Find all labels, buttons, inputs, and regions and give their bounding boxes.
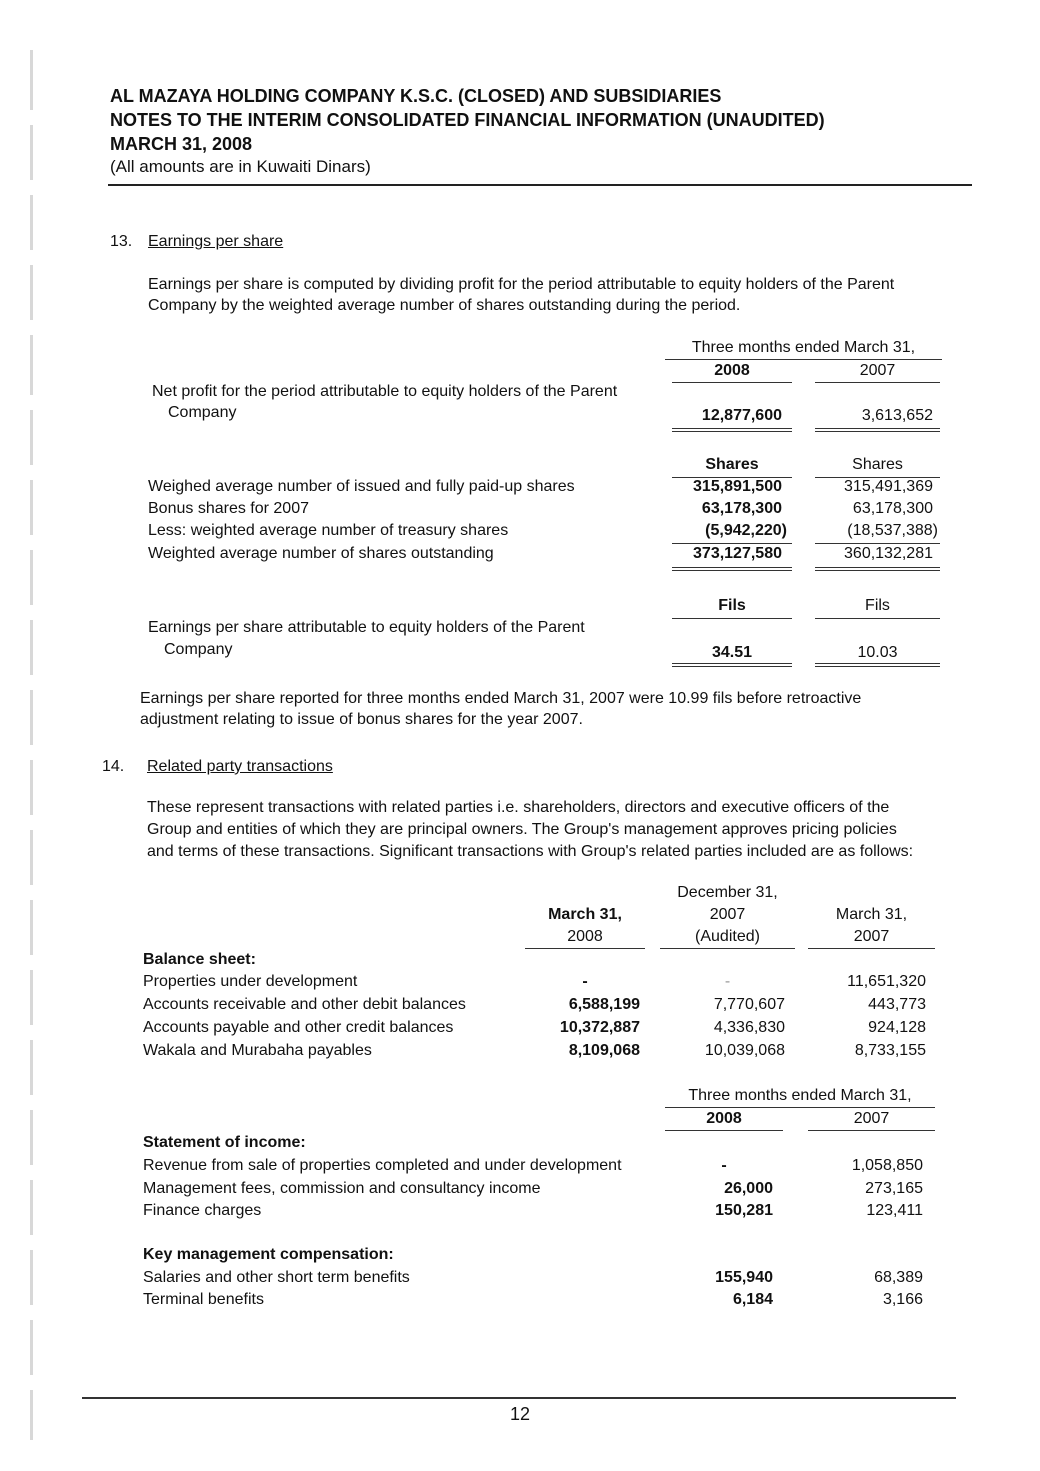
company-name: AL MAZAYA HOLDING COMPANY K.S.C. (CLOSED) AND SUBSIDIARIES [110, 86, 722, 106]
shares-unit-2007: Shares [852, 456, 903, 473]
kmc-row-label: Salaries and other short term benefits [143, 1269, 410, 1286]
bs-col3-year: 2007 [853, 928, 890, 945]
balance-row-mar2007: 11,651,320 [847, 973, 926, 990]
balance-row-label: Accounts payable and other credit balances [143, 1019, 454, 1036]
balance-row-label: Accounts receivable and other debit balances [143, 996, 466, 1013]
period-header-rule [665, 359, 942, 360]
note-14-number: 14. [102, 758, 125, 775]
income-col-2008: 2008 [706, 1110, 742, 1127]
shares-row-2008: 315,891,500 [693, 478, 782, 495]
note-14-intro-line1: These represent transactions with related parties i.e. shareholders, directors and executive officers of the [147, 799, 890, 816]
shares-total-2007-rule [815, 567, 940, 568]
kmc-row-label: Terminal benefits [143, 1291, 264, 1308]
fils-unit-2007: Fils [865, 597, 890, 614]
kmc-heading: Key management compensation: [143, 1246, 394, 1263]
header-rule [108, 184, 972, 186]
income-period-header: Three months ended March 31, [688, 1087, 912, 1104]
fils-unit-2008-rule [672, 618, 792, 619]
fils-unit-2007-rule [815, 618, 940, 619]
bs-col1-year: 2008 [567, 928, 603, 945]
bs-col3-header: March 31, [835, 906, 908, 923]
kmc-row-2007: 68,389 [874, 1269, 923, 1286]
income-heading: Statement of income: [143, 1134, 306, 1151]
eps-footnote-line1: Earnings per share reported for three months ended March 31, 2007 were 10.99 fils before retroactive [140, 690, 862, 707]
eps-label-cont: Company [164, 641, 233, 658]
note-13-intro-line2: Company by the weighted average number of shares outstanding during the period. [148, 297, 741, 314]
balance-row-label: Properties under development [143, 973, 358, 990]
eps-2007-rule [815, 663, 940, 664]
balance-row-mar2007: 8,733,155 [854, 1042, 926, 1059]
note-13-intro-line1: Earnings per share is computed by dividing profit for the period attributable to equity holders of the Parent [148, 276, 895, 293]
net-profit-2008-rule [672, 428, 792, 429]
bs-col2-header: December 31, [677, 884, 778, 901]
balance-row-mar2007: 924,128 [868, 1019, 926, 1036]
col-2007-rule [815, 382, 940, 383]
balance-row-mar2008: 6,588,199 [568, 996, 640, 1013]
note-13-number: 13. [110, 233, 133, 250]
shares-row-2007: 360,132,281 [844, 545, 933, 562]
income-period-rule [665, 1107, 935, 1108]
income-row-label: Management fees, commission and consultancy income [143, 1180, 541, 1197]
note-13-title: Earnings per share [148, 233, 284, 250]
shares-row-2008: 373,127,580 [693, 545, 782, 562]
shares-row-label: Less: weighted average number of treasury shares [148, 522, 509, 539]
kmc-row-2007: 3,166 [882, 1291, 923, 1308]
income-row-2007: 123,411 [866, 1202, 923, 1219]
shares-unit-2008: Shares [705, 456, 759, 473]
period-header: Three months ended March 31, [691, 339, 916, 356]
eps-label: Earnings per share attributable to equity holders of the Parent [148, 619, 585, 636]
eps-footnote-line2: adjustment relating to issue of bonus shares for the year 2007. [140, 711, 583, 728]
kmc-row-2008: 6,184 [732, 1291, 773, 1308]
net-profit-2008: 12,877,600 [701, 407, 782, 424]
note-14-intro-line2: Group and entities of which they are principal owners. The Group's management approves pricing policies [147, 821, 897, 838]
shares-row-2007: 315,491,369 [844, 478, 933, 495]
income-row-2008: 26,000 [724, 1180, 773, 1197]
bs-col1-rule [525, 948, 645, 949]
eps-2008: 34.51 [711, 644, 753, 661]
bs-col2-audited: (Audited) [695, 928, 760, 945]
note-14-title: Related party transactions [147, 758, 333, 775]
balance-row-mar2008: - [582, 973, 588, 990]
kmc-row-2008: 155,940 [715, 1269, 773, 1286]
eps-2007: 10.03 [857, 644, 898, 661]
net-profit-2007: 3,613,652 [861, 407, 933, 424]
notes-title: NOTES TO THE INTERIM CONSOLIDATED FINANCIAL INFORMATION (UNAUDITED) [110, 110, 825, 130]
income-row-2008: - [721, 1157, 727, 1174]
note-14-intro-line3: and terms of these transactions. Significant transactions with Group's related parties included are as follows: [147, 843, 914, 860]
report-date: MARCH 31, 2008 [110, 134, 253, 154]
balance-row-dec2007: 10,039,068 [704, 1042, 785, 1059]
shares-row-label: Weighted average number of shares outstanding [148, 545, 494, 562]
balance-row-dec2007: 7,770,607 [713, 996, 785, 1013]
income-row-2008: 150,281 [715, 1202, 773, 1219]
currency-note: (All amounts are in Kuwaiti Dinars) [110, 157, 371, 176]
income-col-2008-rule [665, 1130, 783, 1131]
shares-total-2008-rule [672, 567, 792, 568]
shares-row-2008: 63,178,300 [701, 500, 782, 517]
bs-col2-year: 2007 [709, 906, 746, 923]
shares-row-2008: (5,942,220) [705, 522, 787, 539]
fils-unit-2008: Fils [718, 597, 746, 614]
col-2007: 2007 [859, 362, 896, 379]
treasury-2007-rule [815, 543, 940, 544]
bs-col1-header: March 31, [548, 906, 622, 923]
treasury-2008-rule [672, 543, 792, 544]
balance-sheet-heading: Balance sheet: [143, 951, 256, 968]
net-profit-2007-rule [815, 428, 940, 429]
footer-rule [82, 1397, 956, 1399]
bs-col3-rule [808, 948, 935, 949]
net-profit-label-cont: Company [168, 404, 237, 421]
shares-row-2007: 63,178,300 [852, 500, 933, 517]
income-row-2007: 1,058,850 [851, 1157, 923, 1174]
balance-row-mar2008: 10,372,887 [559, 1019, 640, 1036]
balance-row-dec2007: - [724, 973, 731, 990]
bs-col2-rule [660, 948, 795, 949]
balance-row-mar2007: 443,773 [868, 996, 926, 1013]
shares-row-label: Weighed average number of issued and fully paid-up shares [148, 478, 575, 495]
balance-row-mar2008: 8,109,068 [568, 1042, 640, 1059]
shares-row-label: Bonus shares for 2007 [148, 500, 309, 517]
income-row-label: Revenue from sale of properties completed and under development [143, 1157, 622, 1174]
income-row-2007: 273,165 [865, 1180, 923, 1197]
net-profit-label: Net profit for the period attributable to equity holders of the Parent [152, 383, 618, 400]
col-2008: 2008 [714, 362, 750, 379]
balance-row-dec2007: 4,336,830 [713, 1019, 785, 1036]
page-number: 12 [509, 1404, 531, 1424]
shares-row-2007: (18,537,388) [847, 522, 938, 539]
income-row-label: Finance charges [143, 1202, 262, 1219]
eps-2008-rule [672, 663, 792, 664]
income-col-2007: 2007 [853, 1110, 890, 1127]
balance-row-label: Wakala and Murabaha payables [143, 1042, 372, 1059]
income-col-2007-rule [808, 1130, 935, 1131]
col-2008-rule [672, 382, 792, 383]
